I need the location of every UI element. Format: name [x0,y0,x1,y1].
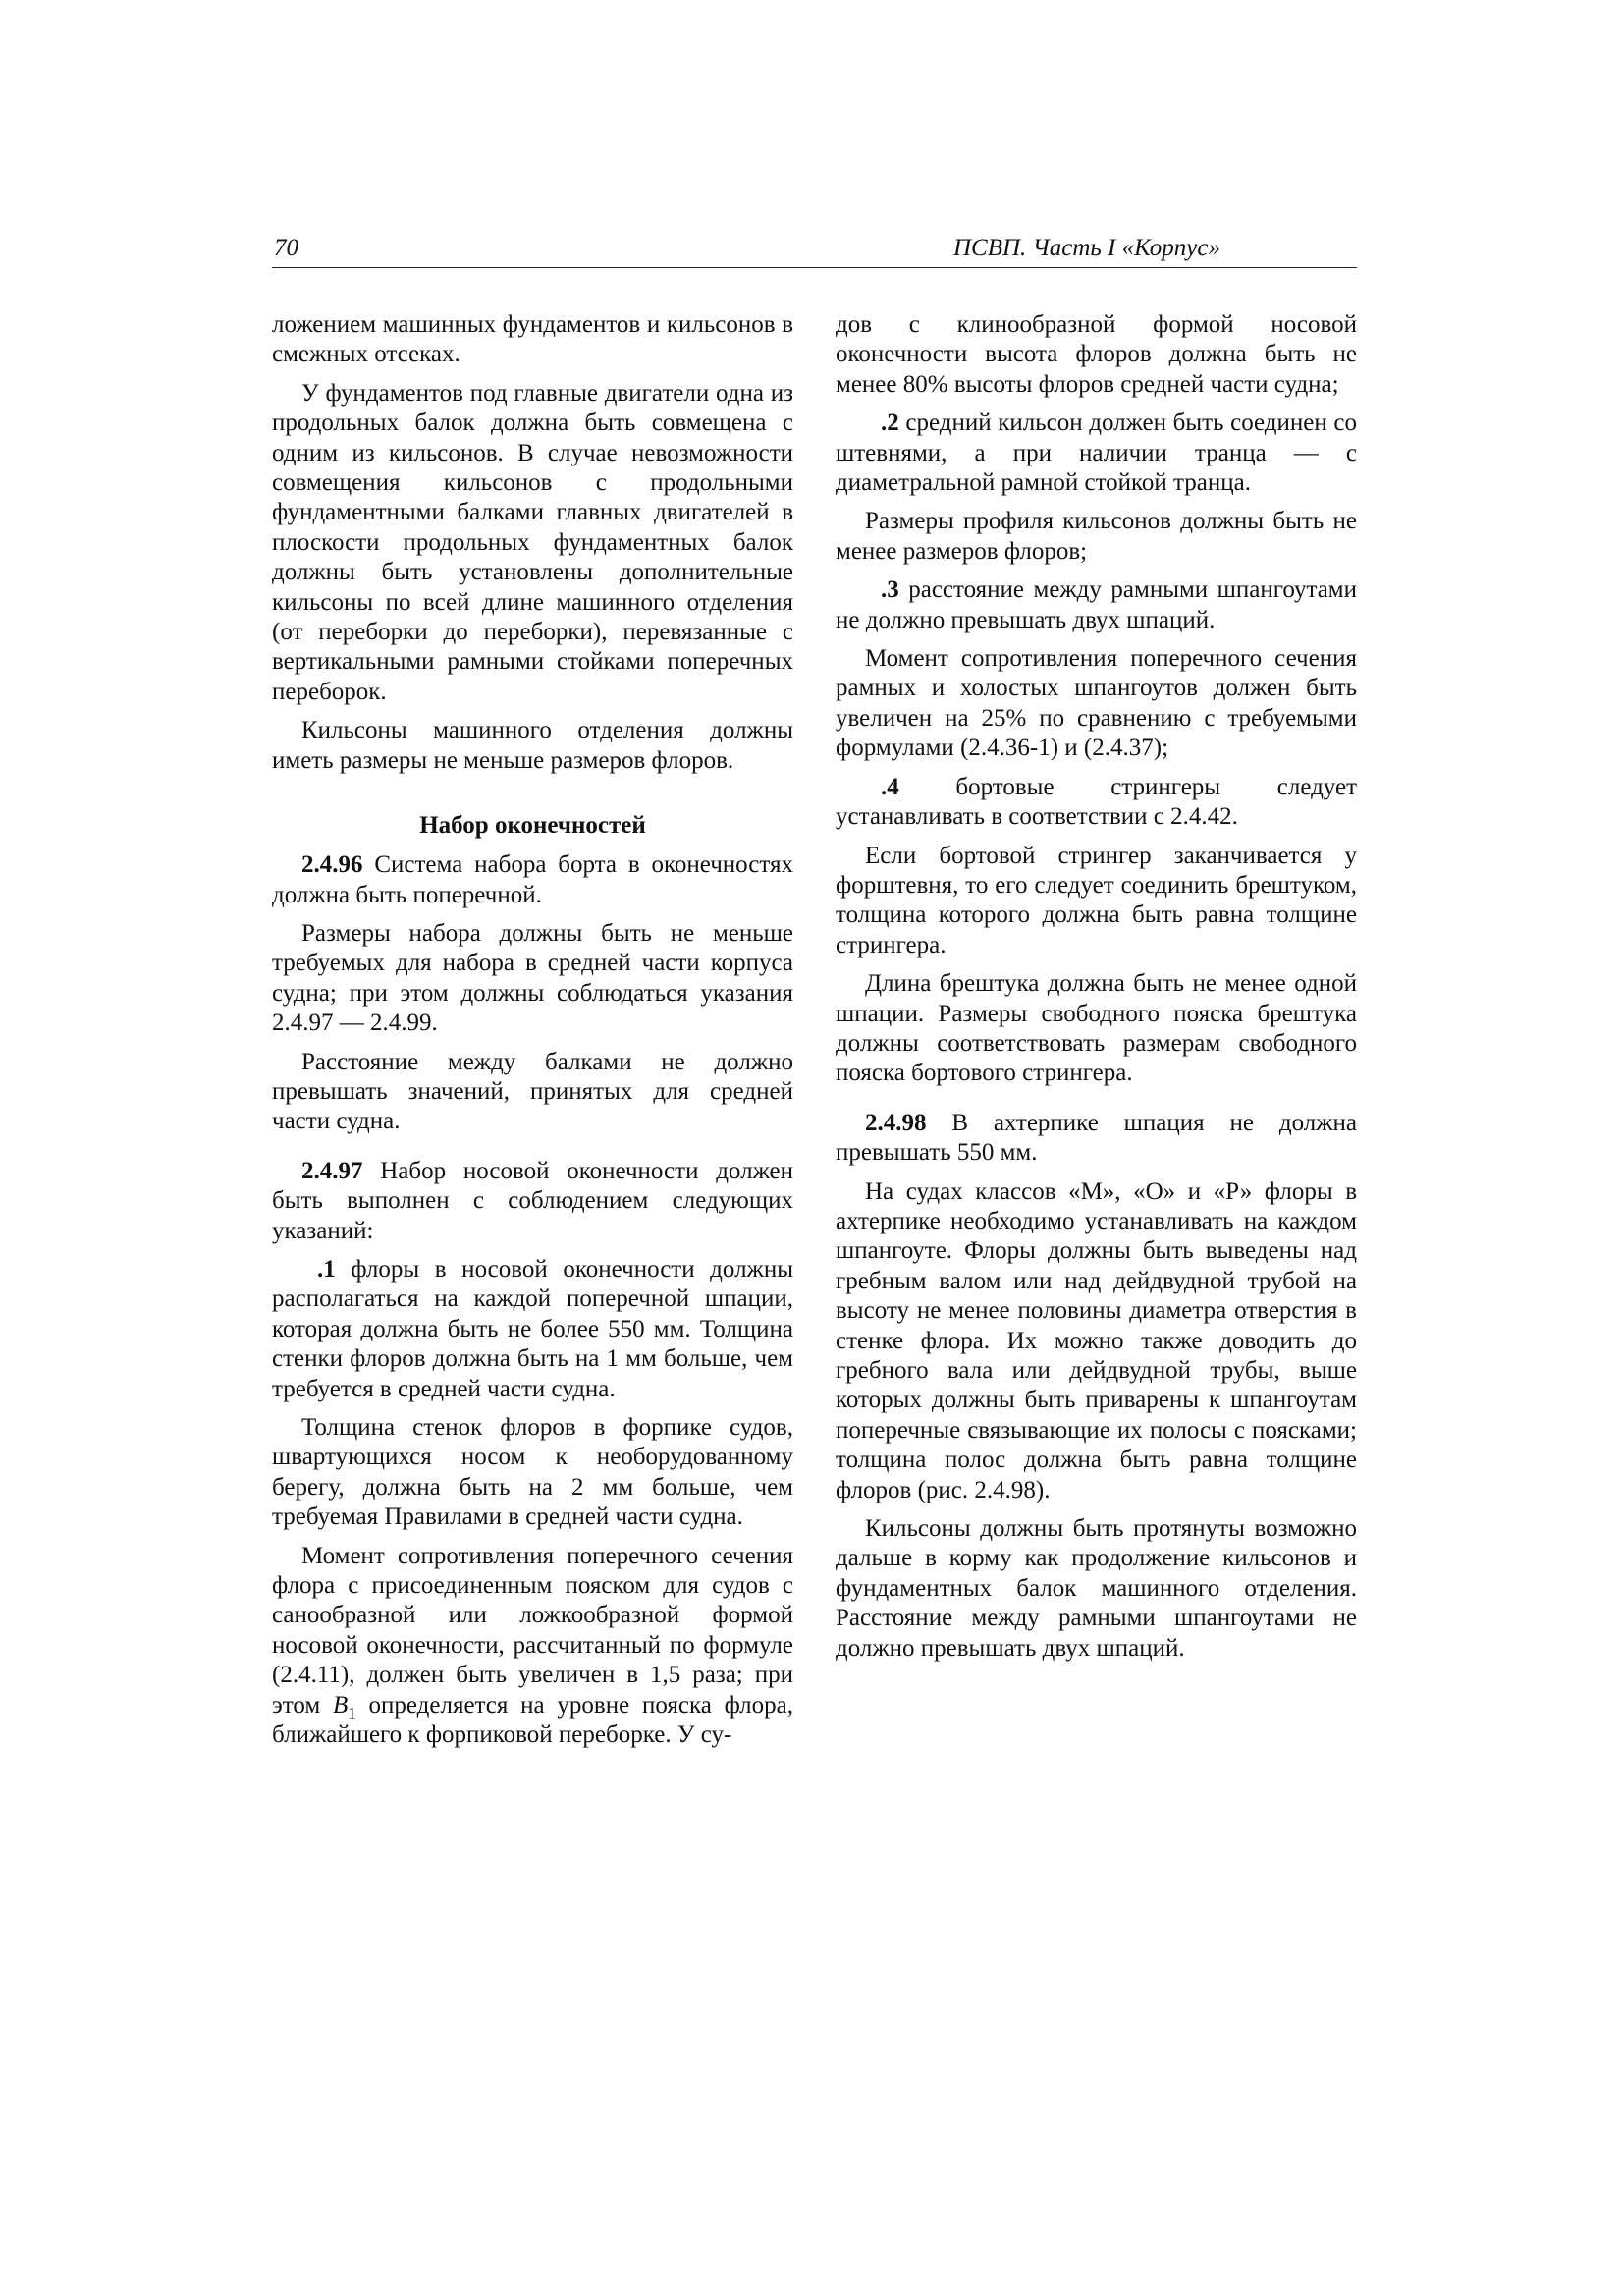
clause-text: В ахтерпике шпация не должна превышать 550 мм. [836,1109,1357,1167]
clause-number: 2.4.96 [301,851,363,879]
item-text: бортовые стрингеры следует устанавливать в соответствии с 2.4.42. [836,773,1357,831]
paragraph-with-formula [272,1542,793,1751]
clause-2-4-96 [272,850,793,910]
item-number: .1 [317,1255,336,1283]
paragraph: Если бортовой стрингер заканчивается у форштевня, то его следует соединить брештуком, толщина которого должна быть равна толщине стрингера. [836,842,1357,958]
clause-text: Набор носовой оконечности должен быть выполнен с соблюдением следующих указаний: [272,1157,793,1244]
paragraph: дов с клинообразной формой носовой оконечности высота флоров должна быть не менее 80% высоты флоров средней части судна; [836,311,1357,398]
list-item-2 [836,409,1357,498]
list-item-3 [836,575,1357,635]
text-run: Момент сопротивления поперечного сечения флора с присоединенным пояском для судов с санообразной или ложкообразной формой носовой оконечности, рассчитанный по формуле (2.4.11), должен быть увеличен в 1,5 раза; при этом [272,1542,793,1719]
list-item-1 [272,1255,793,1404]
paragraph: Толщина стенок флоров в форпике судов, швартующихся носом к необорудованному берегу, должна быть на 2 мм больше, чем требуемая Правилами в средней части судна. [272,1414,793,1531]
paragraph: ложением машинных фундаментов и кильсонов в смежных отсеках. [272,311,793,368]
paragraph: У фундаментов под главные двигатели одна из продольных балок должна быть совмещена с одним из кильсонов. В случае невозможности совмещения кильсонов с продольными фундаментными балками главных двигателей в плоскости продольных фундаментных балок должны быть установлены дополнительные кильсоны по всей длине машинного отделения (от переборки до переборки), перевязанные с вертикальными рамными стойками поперечных переборок. [272,379,793,705]
clause-number: 2.4.97 [301,1157,363,1184]
paragraph: Момент сопротивления поперечного сечения рамных и холостых шпангоутов должен быть увеличен на 25% по сравнению с требуемыми формулами (2.4.36-1) и (2.4.37); [836,645,1357,762]
clause-number: 2.4.98 [865,1109,927,1136]
paragraph: Длина брештука должна быть не менее одной шпации. Размеры свободного пояска брештука должны соответствовать размерам свободного пояска бортового стрингера. [836,970,1357,1087]
section-heading: Набор оконечностей [419,812,646,840]
left-column [272,310,793,1759]
right-column [836,310,1357,1672]
paragraph: На судах классов «М», «О» и «Р» флоры в ахтерпике необходимо устанавливать на каждом шпангоуте. Флоры должны быть выведены над гребным валом или над дейдвудной трубой на высоту не менее половины диаметра отверстия в стенке флора. Их можно также доводить до гребного вала или дейдвудной трубы, выше которых должны быть приварены к шпангоутам поперечные связывающие их полосы с поясками; толщина полос должна быть равна толщине флоров (рис. 2.4.98). [836,1177,1357,1503]
paragraph: Кильсоны машинного отделения должны иметь размеры не меньше размеров флоров. [272,717,793,774]
paragraph: Размеры набора должны быть не меньше требуемых для набора в средней части корпуса судна; при этом должны соблюдаться указания 2.4.97 — 2.4.99. [272,919,793,1037]
text-run: определяется на уровне пояска флора, ближайшего к форпиковой переборке. У су- [272,1691,793,1749]
clause-text: Система набора борта в оконечностях должна быть поперечной. [272,851,793,908]
variable-b: B [332,1691,349,1719]
item-text: расстояние между рамными шпангоутами не должно превышать двух шпаций. [836,576,1357,633]
paragraph: Кильсоны должны быть протянуты возможно дальше в корму как продолжение кильсонов и фундаментных балок машинного отделения. Расстояние между рамными шпангоутами не должно превышать двух шпаций. [836,1515,1357,1662]
clause-2-4-97 [272,1157,793,1246]
item-number: .4 [881,773,899,800]
page-header [272,234,1357,268]
item-text: средний кильсон должен быть соединен со штевнями, а при наличии транца — с диаметральной рамной стойкой транца. [836,410,1357,497]
paragraph: Расстояние между балками не должно превышать значений, принятых для средней части судна. [272,1048,793,1135]
running-title: ПСВП. Часть I «Корпус» [953,235,1220,261]
clause-2-4-98 [836,1109,1357,1169]
page-number: 70 [274,235,298,261]
item-number: .3 [881,576,899,604]
subscript: 1 [348,1703,356,1722]
item-number: .2 [881,410,899,437]
paragraph: Размеры профиля кильсонов должны быть не менее размеров флоров; [836,508,1357,565]
item-text: флоры в носовой оконечности должны располагаться на каждой поперечной шпации, которая должна быть не более 550 мм. Толщина стенки флоров должна быть на 1 мм больше, чем требуется в средней части судна. [272,1255,793,1402]
list-item-4 [836,773,1357,833]
